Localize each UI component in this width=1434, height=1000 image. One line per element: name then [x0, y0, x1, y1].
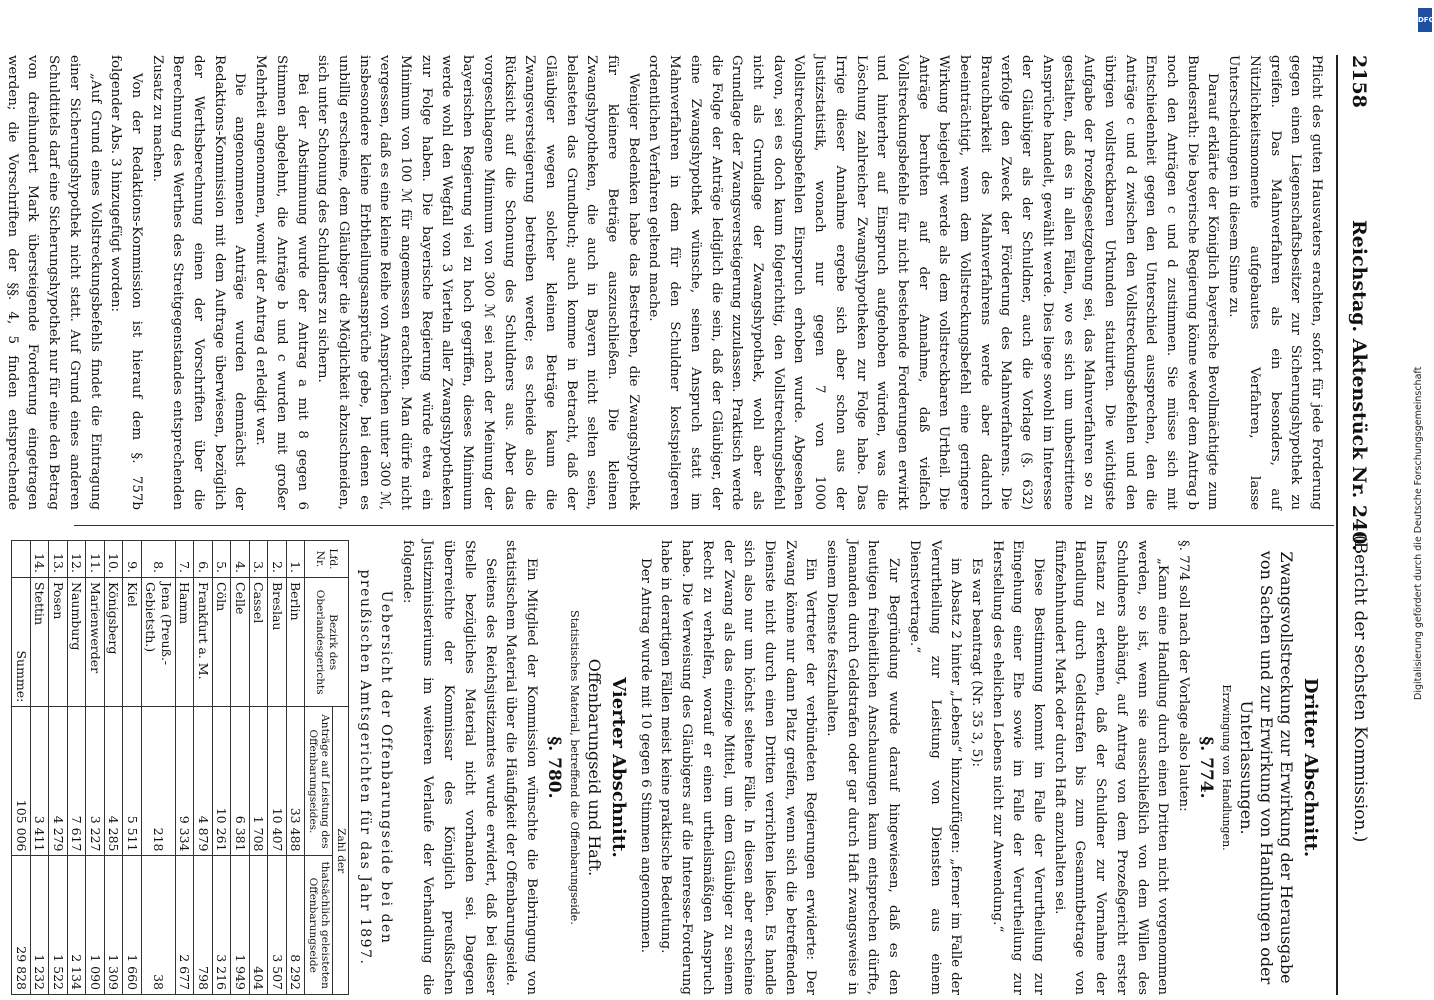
sum-geleistet: 29 828	[12, 856, 31, 995]
digitization-note	[1411, 0, 1431, 1000]
table-cell-antraege: 10 261	[212, 707, 231, 856]
table-cell-name: Naumburg	[67, 578, 86, 707]
table-cell-antraege: 33 488	[286, 707, 305, 856]
table-cell-antraege: 4 879	[194, 707, 213, 856]
table-cell-name: Kiel	[123, 578, 142, 707]
paragraph: Weniger Bedenken habe das Bestreben, die Zwangshypothek für kleinere Beträge auszuschließen. Die kleinen Zwangshypotheken, die auch in Bayern nicht selten seien, belasteten das Grundbuch; auch komme in Betracht, daß der Gläubiger wegen solcher kleinen Beträge kaum die Zwangsversteigerung betreiben werde; es scheide also die Rücksicht auf die Schonung des Schuldners aus. Aber das vorgeschlagene Minimum von 300 ℳ sei nach der Meinung der bayerischen Regierung viel zu hoch gegriffen, dieses Minimum werde wohl den Wegfall von 3 Vierteln aller Zwangshypotheken zur Folge haben. Die bayerische Regierung würde etwa ein Minimum von 100 ℳ für angemessen erachten. Man dürfe nicht vergessen, daß es eine kleine Reihe von Ansprüchen unter 300 ℳ, insbesondere kleine Erbtheilungsansprüche gebe, bei denen es unbillig erscheine, dem Gläubiger die Möglichkeit abzuschneiden, sich unter Schonung des Schuldners zu sichern.	[315, 55, 641, 510]
table-cell-geleistet: 404	[249, 856, 268, 995]
table-row	[231, 541, 250, 995]
table-cell-nr: 1.	[286, 541, 305, 578]
table-cell-nr: 6.	[194, 541, 213, 578]
table-cell-name: Frankfurt a. M.	[194, 578, 213, 707]
dfg-logo: DFG	[1418, 8, 1432, 32]
table-cell-antraege: 7 617	[67, 707, 86, 856]
table-cell-name: Celle	[231, 578, 250, 707]
table-cell-name: Marienwerder	[86, 578, 105, 707]
table-cell-antraege: 10 407	[268, 707, 287, 856]
paragraph: Es war beantragt (Nr. 35 3, 5):	[968, 558, 984, 768]
table-cell-geleistet: 8 292	[286, 856, 305, 995]
table-cell-nr: 4.	[231, 541, 250, 578]
table-cell-nr: 14.	[30, 541, 49, 578]
section-subtitle: Offenbarungseid und Haft.	[585, 658, 605, 877]
paragraph: Zur Begründung wurde darauf hingewiesen, daß es den heutigen freiheitlichen Anschauungen kaum entsprechen dürfte, Jemanden durch Geldstrafen oder gar durch Haft zwangsweise in seinem Dienste festzuhalten.	[824, 540, 902, 995]
paragraph: Die angenommenen Anträge wurden demnächst der Redaktions-Kommission mit dem Auftrage überwiesen, bezüglich der Werthsberechnung einen der Vorschriften über die Berechnung des Werthes des Streitgegenstandes entsprechenden Zusatz zu machen.	[149, 55, 248, 510]
table-cell-nr: 2.	[268, 541, 287, 578]
table-cell-nr: 7.	[175, 541, 194, 578]
section-subtitle: Zwangsvollstreckung zur Erwirkung der Herausgabe von Sachen und zur Erwirkung von Handlungen oder Unterlassungen.	[1237, 550, 1296, 985]
paragraph: Seitens des Reichsjustizamtes wurde erwidert, daß bei dieser Stelle bezügliches Material nicht vorhanden sei. Dagegen überreichte der Kommissar des Königlich preußischen Justizministeriums im weiteren Verlaufe der Verhandlung die folgende:	[399, 540, 498, 995]
table-cell-geleistet: 2 134	[67, 856, 86, 995]
right-column	[13, 540, 1326, 995]
table-cell-geleistet: 38	[141, 856, 175, 995]
table-row	[286, 541, 305, 995]
table-cell-geleistet: 2 677	[175, 856, 194, 995]
paragraph: Pflicht des guten Hausvaters erachten, sofort für jede Forderung gegen einen Liegenschaftsbesitzer zur Sicherungshypothek zu greifen. Das Mahnverfahren als ein besonders, auf Nützlichkeitsmomente aufgebautes Verfahren, lasse Unterscheidungen in diesem Sinne zu.	[1226, 55, 1324, 510]
page-body	[4, 55, 1374, 995]
table-cell-geleistet: 1 309	[104, 856, 123, 995]
table-body	[30, 541, 305, 995]
column-header: Anträge auf Leistung des Offenbarungseides.	[305, 707, 333, 856]
table-cell-nr: 3.	[249, 541, 268, 578]
table-cell-geleistet: 1 522	[49, 856, 68, 995]
small-heading: Statistisches Material, betreffend die Offenbarungseide.	[568, 610, 582, 925]
table-cell-name: Berlin	[286, 578, 305, 707]
table-cell-geleistet: 3 216	[212, 856, 231, 995]
paragraph: §. 774 soll nach der Vorlage also lauten:	[1176, 540, 1191, 812]
section-title: Vierter Abschnitt.	[608, 677, 630, 858]
table-cell-nr: 13.	[49, 541, 68, 578]
header-rule	[1336, 55, 1338, 995]
column-header: Lfd. Nr.	[305, 541, 349, 578]
table-row	[49, 541, 68, 995]
left-column	[4, 55, 1326, 510]
table-row	[268, 541, 287, 995]
table-sum-row	[12, 541, 31, 995]
table-cell-antraege: 1 708	[249, 707, 268, 856]
table-row	[123, 541, 142, 995]
table-cell-antraege: 5 511	[123, 707, 142, 856]
page-header	[1340, 55, 1374, 995]
paragraph: Ein Mitglied der Kommission wünschte die Beibringung von statistischem Material über die Häufigkeit der Offenbarungseide.	[503, 540, 540, 995]
table-row	[141, 541, 175, 995]
table-cell-name: Stettin	[30, 578, 49, 707]
table-cell-nr: 5.	[212, 541, 231, 578]
table-cell-geleistet: 1 660	[123, 856, 142, 995]
table-cell-antraege: 3 227	[86, 707, 105, 856]
column-header: Zahl der	[333, 707, 349, 995]
table-row	[249, 541, 268, 995]
table-cell-name: Cöln	[212, 578, 231, 707]
table-cell-name: Königsberg	[104, 578, 123, 707]
table-row	[104, 541, 123, 995]
table-row	[86, 541, 105, 995]
small-heading: Erzwingung von Handlungen.	[1220, 684, 1233, 851]
table-cell-nr: 10.	[104, 541, 123, 578]
table-row	[175, 541, 194, 995]
table-cell-geleistet: 1 090	[86, 856, 105, 995]
paragraph: Der Antrag wurde mit 10 gegen 6 Stimmen angenommen.	[637, 558, 653, 954]
paragraph: Von der Redaktions-Kommission ist hierauf dem §. 757b folgender Abs. 3 hinzugefügt worden:	[108, 55, 144, 510]
statistics-table	[11, 540, 349, 995]
sum-antraege: 105 006	[12, 707, 31, 856]
table-cell-nr: 9.	[123, 541, 142, 578]
paragraph: im Absatz 2 hinter „Lebens“ hinzuzufügen: „ferner im Falle der Verurtheilung zur Leistung von Diensten aus einem Dienstvertrage.“	[906, 540, 964, 995]
table-row	[194, 541, 213, 995]
paragraph-number: §. 774.	[1196, 736, 1216, 799]
table-cell-antraege: 3 411	[30, 707, 49, 856]
column-divider	[74, 525, 1334, 526]
table-cell-antraege: 6 381	[231, 707, 250, 856]
table-cell-antraege: 4 279	[49, 707, 68, 856]
table-cell-geleistet: 1 949	[231, 856, 250, 995]
paragraph: „Auf Grund eines Vollstreckungsbefehls findet die Eintragung einer Sicherungshypothek nicht statt. Auf Grund eines anderen Schuldtitels darf eine Sicherungshypothek nur für eine den Betrag von dreihundert Mark übersteigende Forderung eingetragen werden; die Vorschriften der §§. 4, 5 finden entsprechende	[4, 55, 103, 510]
table-row	[67, 541, 86, 995]
table-cell-geleistet: 798	[194, 856, 213, 995]
table-cell-antraege: 9 334	[175, 707, 194, 856]
table-cell-antraege: 218	[141, 707, 175, 856]
paragraph: Ein Vertreter der verbündeten Regierungen erwiderte: Der Zwang könne nur dann Platz greifen, wenn sich die betreffenden Dienste nicht durch einen Dritten verrichten ließen. Es handle sich also nur um höchst seltene Fälle. In diesen aber erscheine der Zwang als das einzige Mittel, um dem Gläubiger zu seinem Recht zu verhelfen, worauf er einen urtheilsmäßigen Anspruch habe. Die Verweisung des Gläubigers auf die Interesse-Forderung habe in derartigen Fällen meist keine praktische Bedeutung.	[658, 540, 819, 995]
table-cell-name: Breslau	[268, 578, 287, 707]
table-row	[30, 541, 49, 995]
paragraph-number: §. 780.	[544, 736, 565, 799]
section-note: (Bericht der sechsten Kommission.)	[1350, 535, 1370, 843]
column-header: thatsächlich geleisteten Offenbarungseide	[305, 856, 333, 995]
table-title: Uebersicht der Offenbarungseide bei den	[378, 590, 395, 945]
funding-note: Digitalisierung gefördert durch die Deutsche Forschungsgemeinschaft	[1413, 366, 1424, 700]
table-title: preußischen Amtsgerichten für das Jahr 1897.	[357, 569, 374, 966]
section-title: Dritter Abschnitt.	[1300, 677, 1321, 858]
table-cell-name: Posen	[49, 578, 68, 707]
paragraph: Bei der Abstimmung wurde der Antrag a mit 8 gegen 6 Stimmen abgelehnt, die Anträge b und c wurden mit großer Mehrheit angenommen, womit der Antrag d erledigt war.	[253, 55, 310, 510]
table-cell-geleistet: 1 232	[30, 856, 49, 995]
table-row	[212, 541, 231, 995]
table-cell-geleistet: 3 507	[268, 856, 287, 995]
page-title: Reichstag. Aktenstück Nr. 240.	[1348, 220, 1370, 552]
table-cell-nr: 8.	[141, 541, 175, 578]
table-cell-name: Hamm	[175, 578, 194, 707]
paragraph: Diese Bestimmung kommt im Falle der Verurtheilung zur Eingehung einer Ehe sowie im Falle der Verurtheilung zur Herstellung des ehelichen Lebens nicht zur Anwendung.“	[989, 540, 1047, 995]
table-cell	[12, 541, 31, 578]
paragraph: „Kann eine Handlung durch einen Dritten nicht vorgenommen werden, so ist, wenn sie ausschließlich von dem Willen des Schuldners abhängt, auf Antrag von dem Prozeßgericht erster Instanz zu erkennen, daß der Schuldner zur Vornahme der Handlung durch Geldstrafen bis zum Gesammtbetrage von fünfzehnhundert Mark oder durch Haft anzuhalten sei.	[1051, 540, 1171, 995]
sum-label: Summe:	[12, 578, 31, 707]
paragraph: Darauf erklärte der Königlich bayerische Bevollmächtigte zum Bundesrath: Die bayerische Regierung könne weder dem Antrag b noch den Anträgen c und d zustimmen. Sie müsse sich mit Entschiedenheit gegen den Unterschied aussprechen, den die Anträge c und d zwischen den Vollstreckungsbefehlen und den übrigen vollstreckbaren Urkunden statuirten. Die wichtigste Aufgabe der Prozeßgesetzgebung sei, das Mahnverfahren so zu gestalten, daß es in allen Fällen, wo es sich um unbestrittene Ansprüche handelt, gewählt werde. Dies liege sowohl im Interesse der Gläubiger als der Schuldner, auch die Vorlage (§. 632) verfolge den Zweck der Förderung des Mahnverfahrens. Die Brauchbarkeit des Mahnverfahrens werde aber dadurch beeinträchtigt, wenn dem Vollstreckungsbefehl eine geringere Wirkung beigelegt werde als dem vollstreckbaren Urtheil. Die Anträge beruhten auf der Annahme, daß vielfach Vollstreckungsbefehle für nicht bestehende Forderungen erwirkt und hinterher auf Einspruch aufgehoben würden, was die Löschung zahlreicher Zwangshypotheken zur Folge habe. Das Irrige dieser Annahme ergebe sich aber schon aus der Justizstatistik, wonach nur gegen 7 von 1000 Vollstreckungsbefehlen Einspruch erhoben wurde. Abgesehen davon, sei es doch kaum folgerichtig, den Vollstreckungsbefehl nicht als Grundlage der Zwangshypothek, wohl aber als Grundlage der Zwangsversteigerung zuzulassen. Praktisch werde die Folge der Anträge lediglich die sein, daß der Gläubiger, der eine Zwangshypothek wünsche, seinen Anspruch statt im Mahnverfahren in dem für den Schuldner kostspieligeren ordentlichen Verfahren geltend mache.	[646, 55, 1221, 510]
table-cell-nr: 11.	[86, 541, 105, 578]
column-header: Bezirk des Oberlandesgerichts	[305, 578, 349, 707]
table-cell-nr: 12.	[67, 541, 86, 578]
table-cell-name: Cassel	[249, 578, 268, 707]
table-cell-antraege: 4 285	[104, 707, 123, 856]
page-number: 2158	[1348, 55, 1370, 108]
table-cell-name: Jena (Preuß.-Gebietsth.)	[141, 578, 175, 707]
